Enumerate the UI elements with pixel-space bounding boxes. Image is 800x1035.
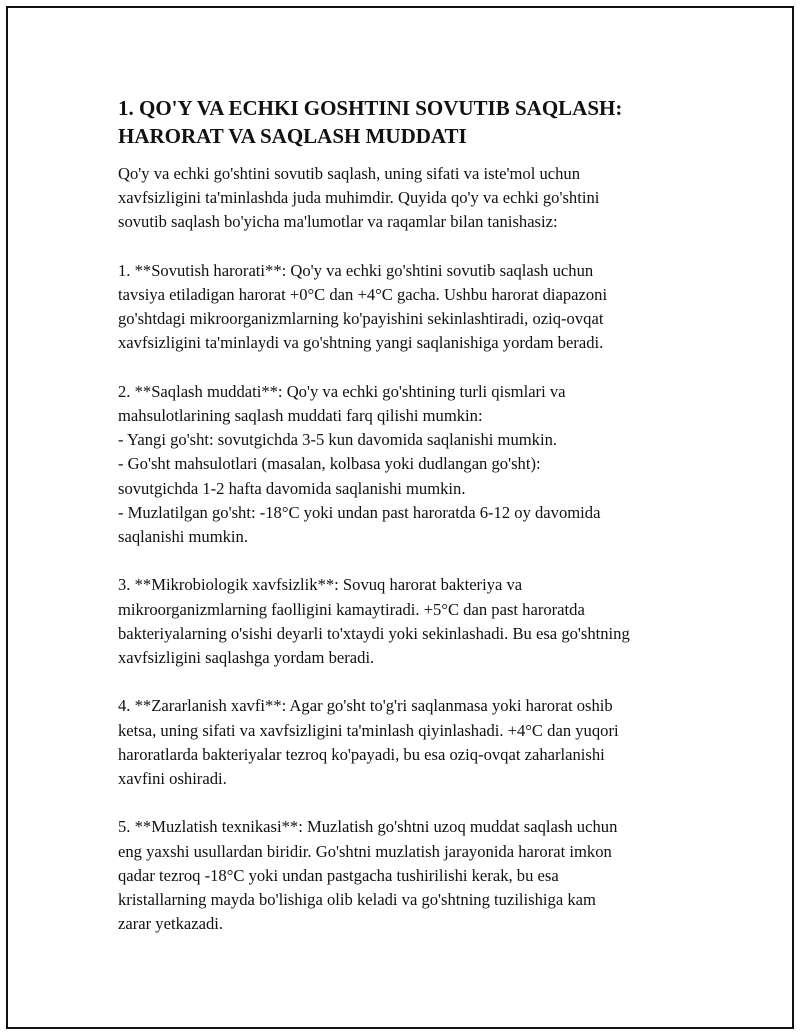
section-spoilage-risk: 4. **Zararlanish xavfi**: Agar go'sht to'g'ri saqlanmasa yoki harorat oshib ketsa, uning sifati va xavfsizligini ta'minlash qiyinlashadi. +4°C dan yuqori haroratlarda bakteriyalar tezroq ko'payadi, bu esa oziq-ovqat zaharlanishi xavfini oshiradi. (118, 696, 619, 789)
section-microbiological-safety: 3. **Mikrobiologik xavfsizlik**: Sovuq harorat bakteriya va mikroorganizmlarning faolligini kamaytiradi. +5°C dan past haroratda bakteriyalarning o'sishi deyarli to'xtaydi yoki sekinlashadi. Bu esa go'shtning xavfsizligini saqlashga yordam beradi. (118, 575, 630, 668)
section-cooling-temperature: 1. **Sovutish harorati**: Qo'y va echki go'shtini sovutib saqlash uchun tavsiya etiladigan harorat +0°C dan +4°C gacha. Ushbu harorat diapazoni go'shtdagi mikroorganizmlarning ko'payishini sekinlashtiradi, oziq-ovqat xavfsizligini ta'minlaydi va go'shtning yangi saqlanishiga yordam beradi. (118, 260, 608, 353)
section-storage-duration: 2. **Saqlash muddati**: Qo'y va echki go'shtining turli qismlari va mahsulotlarining saqlash muddati farq qilishi mumkin: - Yangi go'sht: sovutgichda 3-5 kun davomida saqlanishi mumkin. - Go'sht mahsulotlari (masalan, kolbasa yoki dudlangan go'sht): sovutgichda 1-2 hafta davomida saqlanishi mumkin. - Muzlatilgan go'sht: -18°C yoki undan past haroratda 6-12 oy davomida saqlanishi mumkin. (118, 381, 601, 547)
document-title: 1. QO'Y VA ECHKI GOSHTINI SOVUTIB SAQLASH: HARORAT VA SAQLASH MUDDATI (118, 96, 623, 148)
section-freezing-technique: 5. **Muzlatish texnikasi**: Muzlatish go'shtni uzoq muddat saqlash uchun eng yaxshi usullardan biridir. Go'shtni muzlatish jarayonida harorat imkon qadar tezroq -18°C yoki undan pastgacha tushirilishi kerak, bu esa kristallarning mayda bo'lishiga olib keladi va go'shtning tuzilishiga kam zarar yetkazadi. (118, 817, 618, 934)
document-body (118, 94, 708, 936)
intro-paragraph: Qo'y va echki go'shtini sovutib saqlash, uning sifati va iste'mol uchun xavfsizligini ta'minlashda juda muhimdir. Quyida qo'y va echki go'shtini sovutib saqlash bo'yicha ma'lumotlar va raqamlar bilan tanishasiz: (118, 164, 600, 232)
